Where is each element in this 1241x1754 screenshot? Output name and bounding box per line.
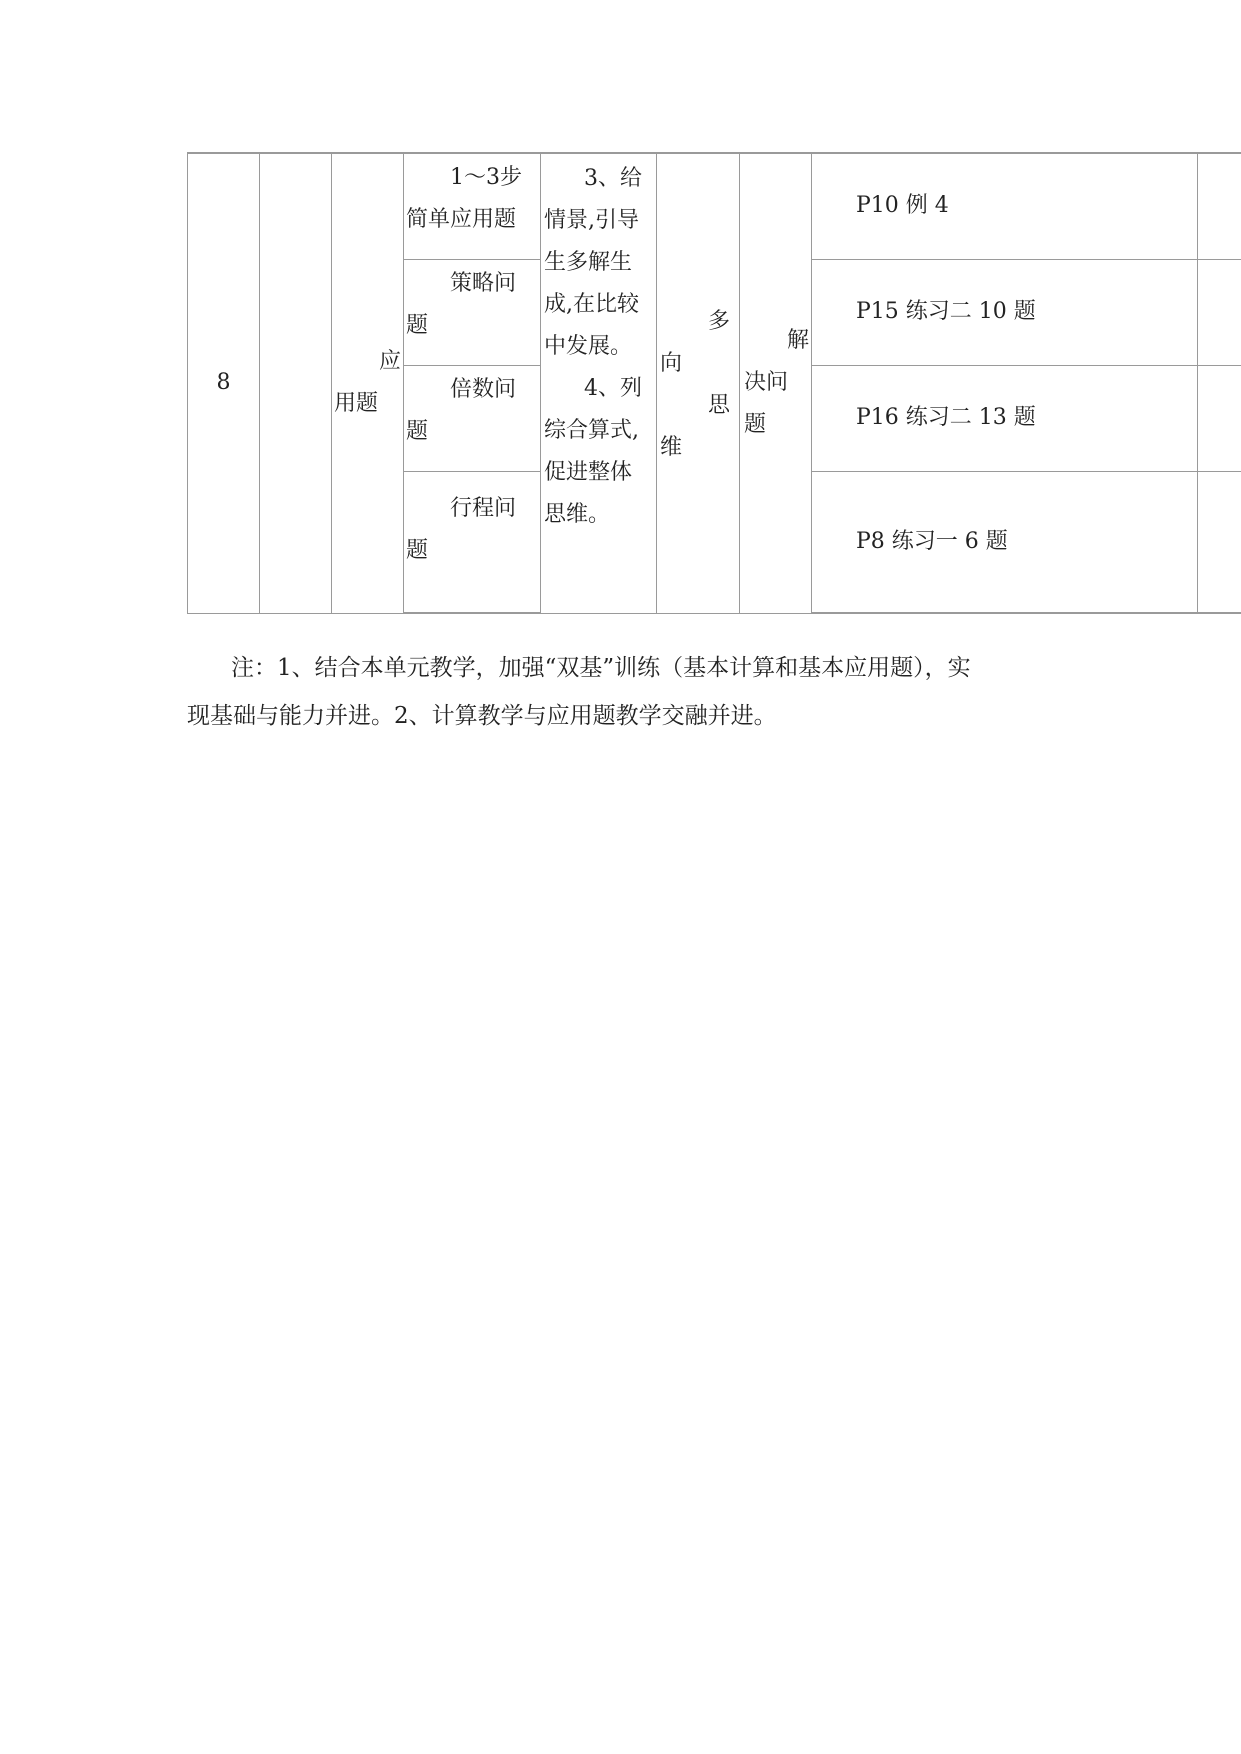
exercise-ref: P10 例 4 (856, 193, 949, 219)
category-cell (332, 153, 404, 613)
sub-topic-line-2: 题 (406, 418, 429, 444)
thinking-char: 多 (707, 309, 730, 335)
thinking-char: 思 (707, 393, 730, 419)
category-line-1: 应 (378, 349, 401, 375)
category-line-2: 用题 (334, 391, 379, 417)
thinking-char: 维 (660, 435, 683, 461)
sub-topic-cell (404, 259, 541, 365)
method-line: 生多解生 (544, 250, 633, 275)
method-line: 成,在比较 (544, 292, 639, 317)
empty-cell (260, 153, 332, 613)
sub-topic-cell (404, 153, 541, 259)
method-line: 促进整体 (544, 460, 633, 485)
exercise-ref: P15 练习二 10 题 (856, 299, 1036, 324)
sub-topic-line-1: 1～3步 (450, 165, 522, 190)
empty-cell (1198, 153, 1241, 259)
sub-topic-line-2: 题 (406, 312, 429, 338)
method-cell (541, 153, 657, 613)
sub-topic-cell (404, 471, 541, 613)
exercise-ref: P8 练习一 6 题 (856, 528, 1008, 554)
method-line: 思维。 (544, 502, 611, 527)
empty-cell (1198, 259, 1241, 365)
goal-line: 题 (744, 412, 767, 438)
footnote-line-1: 注：1、结合本单元教学，加强“双基”训练（基本计算和基本应用题），实 (231, 655, 971, 681)
thinking-cell (657, 153, 740, 613)
goal-line: 决问 (744, 370, 789, 396)
sub-topic-line-1: 策略问 (450, 270, 517, 296)
empty-cell (1198, 365, 1241, 471)
footnote-line-2: 现基础与能力并进。2、计算教学与应用题教学交融并进。 (187, 703, 777, 729)
method-line: 综合算式, (544, 418, 639, 443)
table-row (188, 153, 1241, 259)
exercise-cell (812, 365, 1198, 471)
row-number-cell (188, 153, 260, 613)
lesson-plan-table (187, 152, 1241, 614)
exercise-cell (812, 259, 1198, 365)
exercise-ref: P16 练习二 13 题 (856, 405, 1036, 430)
method-line: 情景,引导 (544, 208, 639, 233)
sub-topic-line-1: 倍数问 (450, 376, 517, 402)
footnote (187, 644, 1047, 740)
thinking-char: 向 (660, 351, 683, 377)
row-number: 8 (216, 370, 231, 396)
method-line: 4、列 (584, 376, 642, 401)
method-line: 3、给 (584, 166, 642, 191)
sub-topic-line-1: 行程问 (450, 495, 517, 521)
method-line: 中发展。 (544, 334, 633, 359)
sub-topic-cell (404, 365, 541, 471)
goal-line: 解 (786, 328, 809, 354)
exercise-cell (812, 471, 1198, 613)
exercise-cell (812, 153, 1198, 259)
sub-topic-line-2: 题 (406, 537, 429, 563)
goal-cell (740, 153, 812, 613)
sub-topic-line-2: 简单应用题 (406, 207, 517, 232)
empty-cell (1198, 471, 1241, 613)
